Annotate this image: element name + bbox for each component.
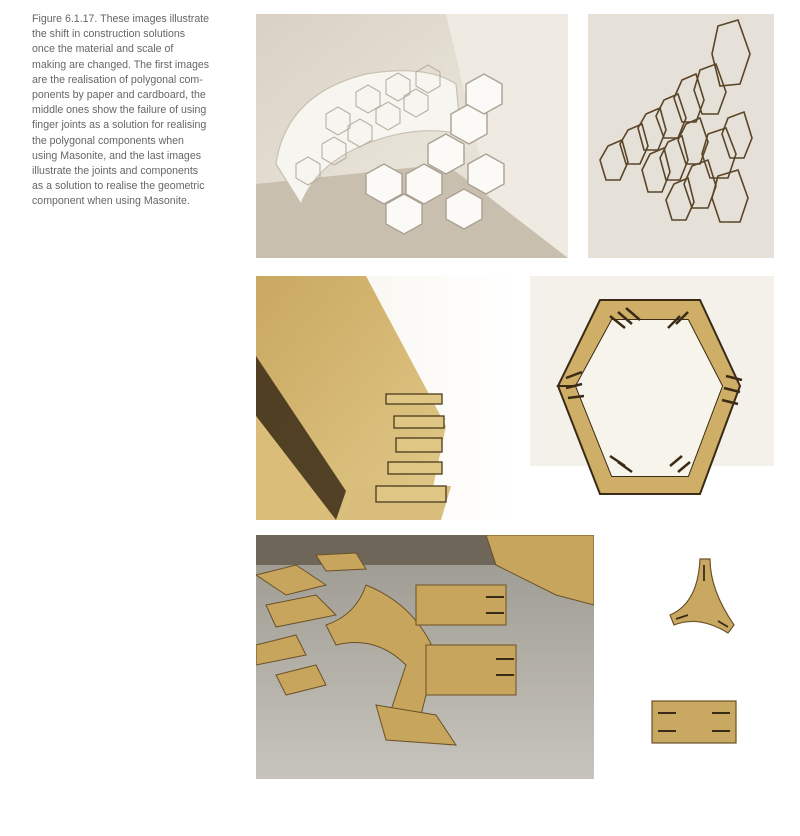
photo-masonite-components-on-floor bbox=[256, 535, 594, 779]
photo-masonite-finger-joints-closeup bbox=[256, 276, 514, 520]
caption-line-2: the shift in construction solutions bbox=[32, 28, 186, 41]
caption-line-3: once the material and scale of bbox=[32, 43, 174, 56]
photo-masonite-rectangular-connector bbox=[614, 657, 774, 779]
caption-line-7: middle ones show the failure of using bbox=[32, 104, 207, 117]
caption-line-12: as a solution to realise the geometric bbox=[32, 180, 205, 193]
caption-line-5: are the realisation of polygonal com- bbox=[32, 73, 203, 86]
caption-line-9: the polygonal components when bbox=[32, 134, 184, 147]
caption-line-6: ponents by paper and cardboard, the bbox=[32, 89, 206, 102]
caption-line-10: using Masonite, and the last images bbox=[32, 149, 202, 162]
photo-cardboard-honeycomb bbox=[588, 14, 774, 258]
photo-masonite-tri-arm-component bbox=[614, 535, 774, 657]
photo-masonite-hexagon-frame bbox=[530, 276, 774, 520]
caption-line-1: Figure 6.1.17. These images illustrate bbox=[32, 13, 210, 25]
caption-line-8: finger joints as a solution for realising bbox=[32, 119, 207, 132]
caption-line-4: making are changed. The first images bbox=[32, 58, 210, 71]
photo-paper-honeycomb-dome bbox=[256, 14, 568, 258]
caption-line-11: illustrate the joints and components bbox=[32, 165, 199, 178]
figure-caption bbox=[32, 12, 232, 210]
caption-line-13: component when using Masonite. bbox=[32, 195, 190, 208]
